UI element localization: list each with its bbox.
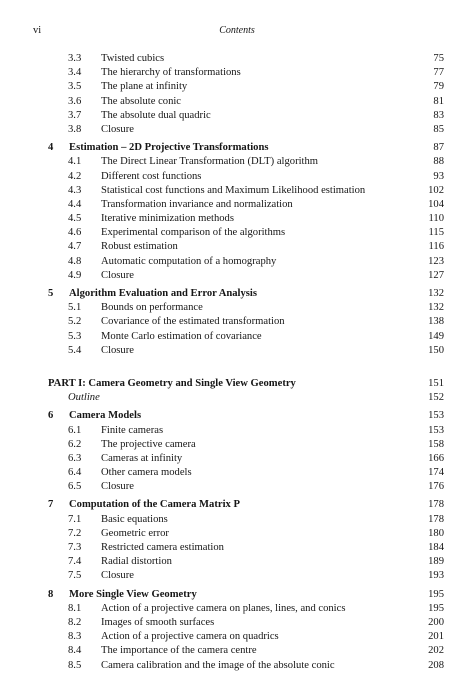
toc-section-6-3 — [0, 452, 474, 466]
chapter-page: 178 — [428, 499, 444, 511]
section-page: 85 — [433, 123, 444, 135]
toc-section-4-1 — [0, 155, 474, 169]
running-head: Contents — [219, 25, 255, 36]
section-number: 8.1 — [68, 602, 82, 614]
section-page: 110 — [428, 213, 444, 225]
section-page: 174 — [428, 467, 444, 479]
section-page: 200 — [428, 616, 444, 628]
section-number: 7.5 — [68, 570, 82, 582]
section-number: 3.3 — [68, 53, 82, 64]
section-number: 4.8 — [68, 255, 82, 267]
section-title: The absolute dual quadric — [101, 109, 211, 121]
section-page: 77 — [433, 67, 444, 79]
section-title: Cameras at infinity — [101, 452, 183, 464]
section-number: 6.4 — [68, 467, 82, 479]
section-number: 4.4 — [68, 198, 82, 210]
section-number: 3.7 — [68, 109, 82, 121]
toc-section-3-5 — [0, 80, 474, 94]
chapter-number: 7 — [48, 499, 54, 511]
section-number: 8.3 — [68, 631, 82, 643]
section-title: Monte Carlo estimation of covariance — [101, 330, 262, 342]
toc-part-1 — [0, 377, 474, 391]
section-number: 6.1 — [68, 424, 82, 436]
section-title: Finite cameras — [101, 424, 164, 436]
chapter-title: More Single View Geometry — [69, 588, 197, 600]
toc-section-3-6 — [0, 95, 474, 109]
section-number: 4.1 — [68, 156, 82, 168]
toc-section-7-1 — [0, 513, 474, 527]
section-page: 102 — [428, 184, 444, 196]
toc-chapter-7 — [0, 498, 474, 512]
section-title: The importance of the camera centre — [101, 645, 257, 657]
section-page: 158 — [428, 438, 444, 450]
chapter-number: 8 — [48, 588, 54, 600]
toc-section-3-3 — [0, 52, 474, 66]
section-number: 7.3 — [68, 542, 82, 553]
section-page: 176 — [428, 481, 444, 493]
section-page: 153 — [428, 424, 444, 436]
section-number: 5.1 — [68, 302, 82, 314]
section-page: 83 — [433, 109, 444, 121]
section-page: 123 — [428, 255, 444, 267]
section-title: Action of a projective camera on planes, lines, and conics — [101, 602, 346, 614]
chapter-title: Computation of the Camera Matrix P — [69, 499, 240, 511]
section-page: 93 — [433, 170, 444, 182]
toc-chapter-6 — [0, 409, 474, 423]
section-page: 178 — [428, 513, 444, 525]
section-page: 79 — [433, 81, 444, 93]
section-number: 3.8 — [68, 123, 82, 135]
section-title: Closure — [101, 123, 134, 135]
outline-title: Outline — [68, 392, 100, 404]
section-number: 3.6 — [68, 95, 82, 107]
section-number: 7.4 — [68, 556, 82, 568]
chapter-page: 87 — [433, 142, 444, 154]
section-page: 127 — [428, 269, 444, 281]
chapter-title: Camera Models — [69, 410, 142, 422]
chapter-number: 5 — [48, 288, 54, 299]
toc-chapter-5 — [0, 287, 474, 301]
section-page: 75 — [433, 53, 444, 64]
toc-section-7-2 — [0, 527, 474, 541]
section-title: Camera calibration and the image of the absolute conic — [101, 659, 335, 671]
chapter-title: Estimation – 2D Projective Transformations — [69, 142, 269, 154]
section-title: Restricted camera estimation — [101, 542, 224, 553]
section-number: 6.5 — [68, 481, 82, 493]
toc-section-4-7 — [0, 240, 474, 254]
part-page: 151 — [428, 377, 444, 389]
section-page: 115 — [428, 227, 444, 239]
section-number: 8.2 — [68, 616, 82, 628]
toc-chapter-4 — [0, 141, 474, 155]
section-page: 193 — [428, 570, 444, 582]
section-number: 6.3 — [68, 452, 82, 464]
section-title: Radial distortion — [101, 556, 172, 568]
chapter-number: 4 — [48, 142, 54, 154]
page-number-roman: vi — [33, 25, 42, 36]
section-title: Transformation invariance and normalization — [101, 198, 293, 210]
section-number: 4.2 — [68, 170, 82, 182]
section-number: 4.6 — [68, 227, 82, 239]
section-page: 138 — [428, 316, 444, 328]
toc-section-5-4 — [0, 344, 474, 358]
toc-section-8-1 — [0, 602, 474, 616]
section-page: 149 — [428, 330, 444, 342]
section-title: Closure — [101, 481, 134, 493]
section-page: 116 — [428, 241, 444, 253]
section-title: Other camera models — [101, 467, 192, 479]
section-title: Twisted cubics — [101, 53, 165, 64]
section-page: 81 — [433, 95, 444, 107]
chapter-page: 153 — [428, 410, 444, 422]
section-title: Basic equations — [101, 513, 168, 525]
toc-section-6-4 — [0, 466, 474, 480]
toc-section-3-4 — [0, 66, 474, 80]
section-number: 8.4 — [68, 645, 82, 657]
toc-section-5-2 — [0, 315, 474, 329]
section-title: The hierarchy of transformations — [101, 67, 241, 79]
section-title: Geometric error — [101, 527, 169, 539]
toc-section-3-7 — [0, 109, 474, 123]
section-title: The Direct Linear Transformation (DLT) algorithm — [101, 156, 319, 168]
toc-section-6-1 — [0, 424, 474, 438]
toc-section-5-1 — [0, 301, 474, 315]
section-page: 201 — [428, 631, 444, 643]
toc-section-7-5 — [0, 569, 474, 583]
section-number: 3.4 — [68, 67, 82, 79]
toc-section-8-4 — [0, 644, 474, 658]
section-number: 4.9 — [68, 269, 82, 281]
toc-section-6-2 — [0, 438, 474, 452]
section-number: 5.2 — [68, 316, 82, 328]
section-number: 7.1 — [68, 513, 82, 525]
toc-part-1-outline — [0, 391, 474, 405]
section-title: Closure — [101, 570, 134, 582]
section-number: 5.3 — [68, 330, 82, 342]
toc-chapter-8 — [0, 588, 474, 602]
toc-section-4-4 — [0, 198, 474, 212]
section-page: 189 — [428, 556, 444, 568]
section-number: 3.5 — [68, 81, 82, 93]
toc-section-6-5 — [0, 480, 474, 494]
table-of-contents — [0, 52, 474, 673]
section-page: 184 — [428, 542, 444, 553]
chapter-number: 6 — [48, 410, 54, 422]
toc-section-7-3 — [0, 541, 474, 555]
outline-page: 152 — [428, 392, 444, 404]
section-number: 7.2 — [68, 527, 82, 539]
toc-section-8-5 — [0, 659, 474, 673]
section-title: Different cost functions — [101, 170, 202, 182]
section-number: 4.7 — [68, 241, 82, 253]
section-page: 208 — [428, 659, 444, 671]
section-title: Iterative minimization methods — [101, 213, 234, 225]
section-title: Images of smooth surfaces — [101, 616, 215, 628]
section-page: 180 — [428, 527, 444, 539]
section-title: Statistical cost functions and Maximum Likelihood estimation — [101, 184, 366, 196]
section-page: 195 — [428, 602, 444, 614]
section-number: 4.3 — [68, 184, 82, 196]
chapter-title: Algorithm Evaluation and Error Analysis — [69, 288, 257, 299]
section-title: Covariance of the estimated transformation — [101, 316, 285, 328]
section-title: Action of a projective camera on quadrics — [101, 631, 279, 643]
section-title: Experimental comparison of the algorithms — [101, 227, 286, 239]
section-title: Closure — [101, 269, 134, 281]
toc-section-4-2 — [0, 170, 474, 184]
section-title: Closure — [101, 344, 134, 356]
section-page: 132 — [428, 302, 444, 314]
section-title: Bounds on performance — [101, 302, 203, 314]
section-title: The plane at infinity — [101, 81, 188, 93]
toc-section-4-6 — [0, 226, 474, 240]
toc-section-8-3 — [0, 630, 474, 644]
toc-section-8-2 — [0, 616, 474, 630]
section-page: 166 — [428, 452, 444, 464]
section-number: 8.5 — [68, 659, 82, 671]
page-header — [0, 25, 474, 39]
section-title: The projective camera — [101, 438, 196, 450]
toc-section-3-8 — [0, 123, 474, 137]
section-page: 88 — [433, 156, 444, 168]
toc-section-4-9 — [0, 269, 474, 283]
toc-section-5-3 — [0, 330, 474, 344]
section-title: Automatic computation of a homography — [101, 255, 277, 267]
part-title: PART I: Camera Geometry and Single View Geometry — [48, 377, 296, 389]
chapter-page: 132 — [428, 288, 444, 299]
toc-section-7-4 — [0, 555, 474, 569]
chapter-page: 195 — [428, 588, 444, 600]
section-number: 5.4 — [68, 344, 82, 356]
toc-section-4-3 — [0, 184, 474, 198]
section-title: Robust estimation — [101, 241, 178, 253]
section-page: 202 — [428, 645, 444, 657]
section-title: The absolute conic — [101, 95, 182, 107]
section-page: 104 — [428, 198, 444, 210]
toc-section-4-5 — [0, 212, 474, 226]
section-number: 4.5 — [68, 213, 82, 225]
toc-section-4-8 — [0, 255, 474, 269]
section-page: 150 — [428, 344, 444, 356]
section-number: 6.2 — [68, 438, 82, 450]
